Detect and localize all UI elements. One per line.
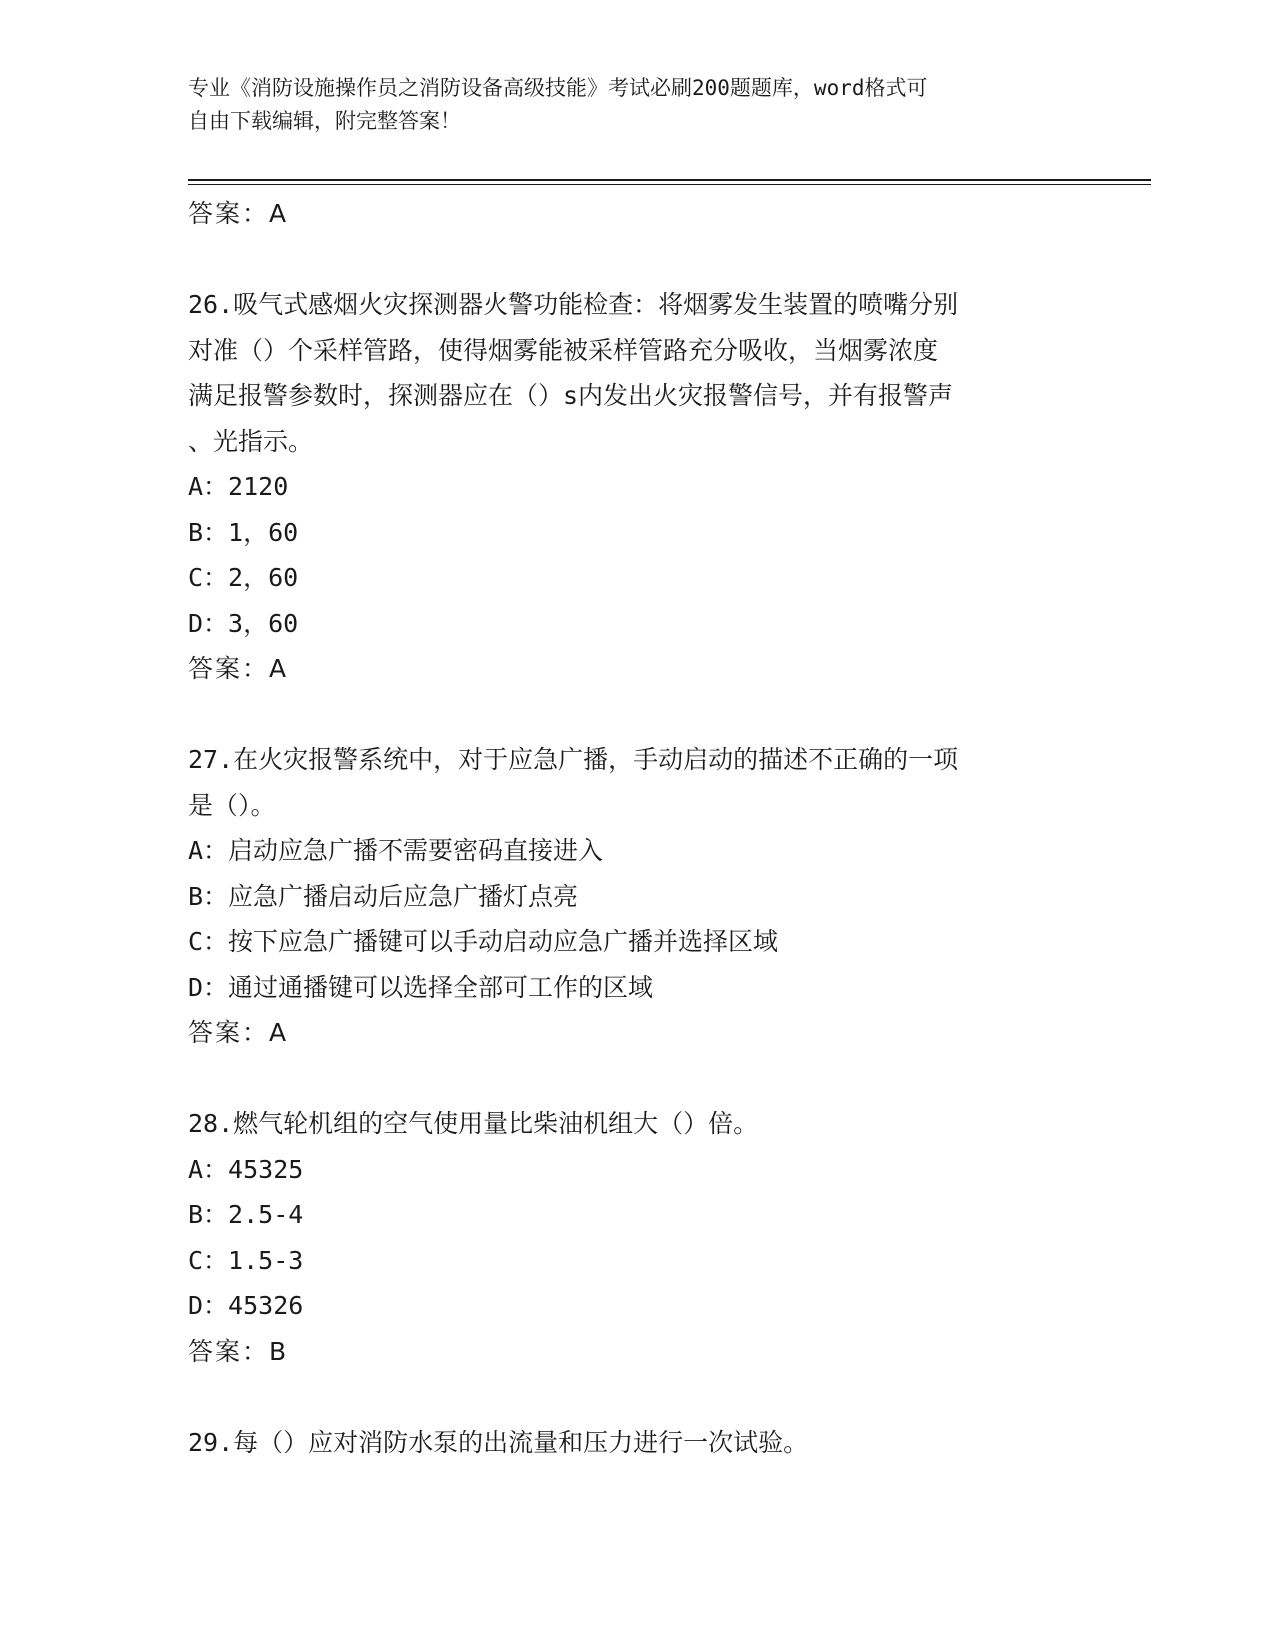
question-28 [188, 1101, 1088, 1374]
question-28-option-d: D：45326 [188, 1291, 304, 1320]
question-26-line-2: 对准（）个采样管路，使得烟雾能被采样管路充分吸收，当烟雾浓度 [188, 335, 939, 365]
header-line-2: 自由下载编辑，附完整答案！ [188, 109, 461, 133]
question-26-option-a: A：2120 [188, 472, 289, 501]
question-27-option-a: A：启动应急广播不需要密码直接进入 [188, 836, 604, 865]
question-28-option-b: B：2.5-4 [188, 1200, 304, 1229]
question-26-line-4: 、光指示。 [188, 426, 314, 456]
spacer [188, 237, 1088, 283]
question-26-answer: 答案：A [188, 654, 289, 683]
document-header [188, 72, 1068, 138]
answer-prev: 答案：A [188, 199, 289, 228]
header-rule-thin [188, 184, 1151, 185]
header-rule-thick [188, 179, 1151, 181]
question-28-answer: 答案：B [188, 1336, 289, 1366]
question-27-line-1: 27.在火灾报警系统中，对于应急广播，手动启动的描述不正确的一项 [188, 745, 959, 774]
header-line-1: 专业《消防设施操作员之消防设备高级技能》考试必刷200题题库，word格式可 [188, 76, 928, 100]
question-27-option-b: B：应急广播启动后应急广播灯点亮 [188, 881, 579, 911]
question-27-answer: 答案：A [188, 1018, 289, 1047]
question-27-option-c: C：按下应急广播键可以手动启动应急广播并选择区域 [188, 927, 779, 956]
question-26-line-1: 26.吸气式感烟火灾探测器火警功能检查：将烟雾发生装置的喷嘴分别 [188, 290, 959, 319]
question-29-line-1: 29.每（）应对消防水泵的出流量和压力进行一次试验。 [188, 1427, 809, 1457]
question-26 [188, 282, 1088, 692]
question-26-option-c: C：2，60 [188, 563, 299, 592]
question-28-line-1: 28.燃气轮机组的空气使用量比柴油机组大（）倍。 [188, 1109, 759, 1138]
question-list [188, 191, 1088, 1465]
question-26-option-b: B：1，60 [188, 517, 299, 547]
spacer [188, 692, 1088, 738]
question-29 [188, 1420, 1088, 1466]
question-27-option-d: D：通过通播键可以选择全部可工作的区域 [188, 972, 654, 1002]
question-28-option-a: A：45325 [188, 1154, 304, 1184]
question-28-option-c: C：1.5-3 [188, 1245, 304, 1275]
question-26-option-d: D：3，60 [188, 608, 299, 638]
question-26-line-3: 满足报警参数时，探测器应在（）s内发出火灾报警信号，并有报警声 [188, 381, 954, 410]
spacer [188, 1056, 1088, 1102]
question-27 [188, 737, 1088, 1056]
question-27-line-2: 是（）。 [188, 790, 276, 820]
spacer [188, 1374, 1088, 1420]
